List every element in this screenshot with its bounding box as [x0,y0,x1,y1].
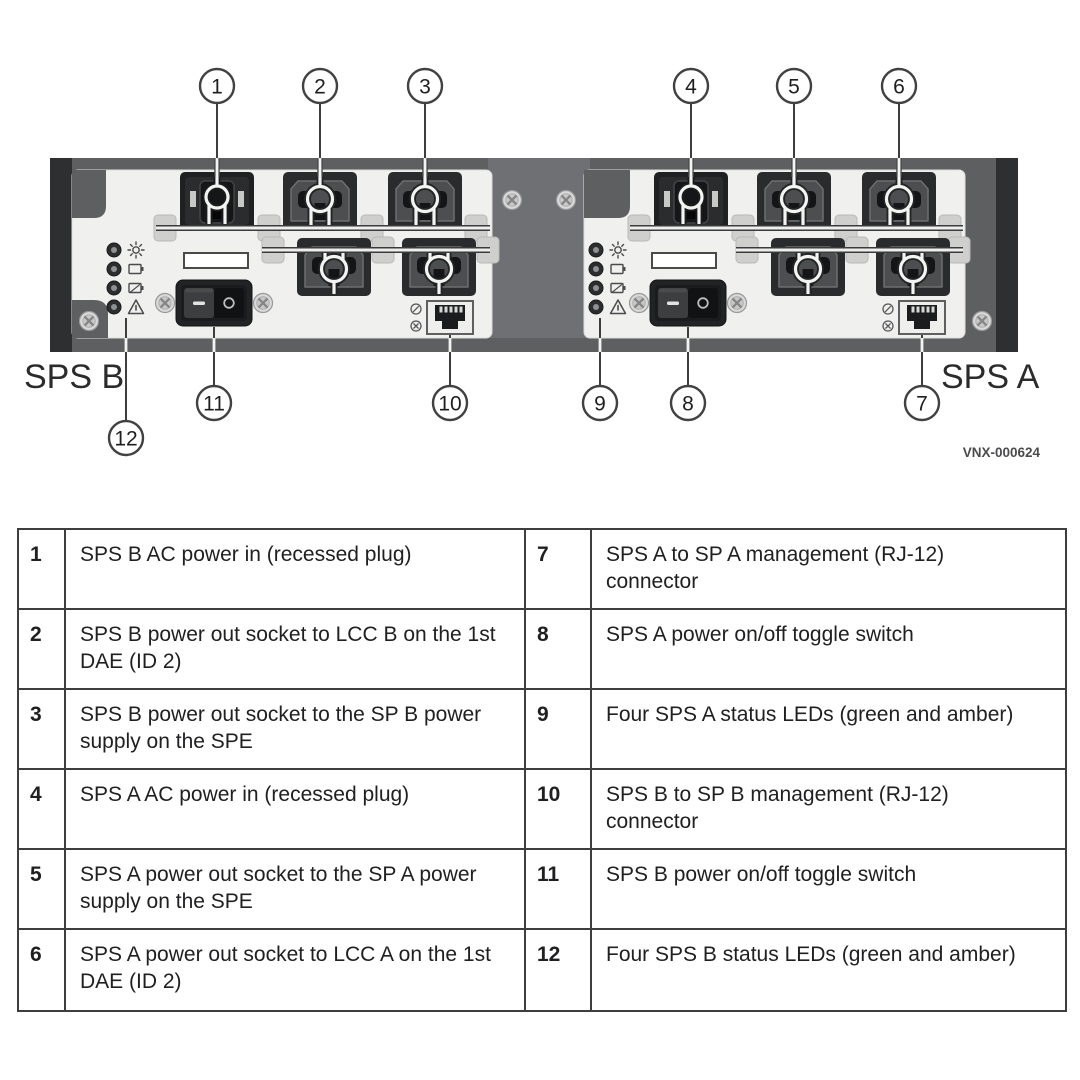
chassis-screw [557,191,576,210]
sps-a-power-out-lower-socket-1 [771,238,845,296]
chassis-screw [80,312,99,331]
chassis-screw [503,191,522,210]
chassis-screw [973,312,992,331]
sps-rear-panel-diagram [0,0,1080,470]
chassis-left-cap [50,158,72,352]
sps-b-management-rj12-connector [427,301,473,334]
sps-b-power-out-sp-socket [388,172,462,230]
callout-8 [671,386,705,420]
svg-text:2: 2 [314,75,326,99]
table-cell-num: 5 [19,850,66,930]
callout-1 [200,69,234,103]
sps-b-power-out-lcc-socket [283,172,357,230]
svg-text:12: 12 [114,427,138,451]
callout-2 [303,69,337,103]
sps-b-power-switch [176,280,252,326]
svg-text:5: 5 [788,75,800,99]
callout-10 [433,386,467,420]
callout-4 [674,69,708,103]
svg-text:4: 4 [685,75,697,99]
sps-a-switch-screw-right [728,294,747,313]
table-cell-desc: SPS B power out socket to LCC B on the 1st DAE (ID 2) [66,610,526,690]
callout-11 [197,386,231,420]
table-cell-desc: SPS A power out socket to the SP A power supply on the SPE [66,850,526,930]
sps-a-power-out-lcc-socket [862,172,936,230]
table-cell-num: 4 [19,770,66,850]
top-callout-leaders [217,103,899,159]
table-cell-num: 6 [19,930,66,1010]
svg-text:9: 9 [594,392,606,416]
table-cell-desc: Four SPS A status LEDs (green and amber) [592,690,1065,770]
sps-b-power-out-lower-socket-1 [297,238,371,296]
sps-b-label: SPS B [24,358,125,396]
sps-a-power-out-lower-socket-2 [876,238,950,296]
figure-id: VNX-000624 [962,445,1040,460]
table-cell-num: 11 [526,850,592,930]
table-cell-desc: SPS A AC power in (recessed plug) [66,770,526,850]
sps-b-ac-power-in-socket [180,172,254,230]
callout-7 [905,386,939,420]
table-cell-num: 1 [19,530,66,610]
table-cell-desc: Four SPS B status LEDs (green and amber) [606,943,1016,966]
sps-a-label: SPS A [941,358,1040,396]
callout-6 [882,69,916,103]
svg-text:8: 8 [682,392,694,416]
callout-9 [583,386,617,420]
sps-a-management-rj12-connector [899,301,945,334]
sps-a-switch-screw-left [630,294,649,313]
svg-text:11: 11 [203,392,225,416]
table-cell-num: 8 [526,610,592,690]
table-cell-num: 7 [526,530,592,610]
chassis-right-cap [996,158,1018,352]
svg-text:10: 10 [438,392,462,416]
table-cell-num: 12 [526,930,592,1010]
svg-text:7: 7 [916,392,928,416]
callout-5 [777,69,811,103]
table-cell-desc: SPS A power out socket to LCC A on the 1st DAE (ID 2) [66,930,526,1010]
table-cell-desc: SPS B AC power in (recessed plug) [66,530,526,610]
sps-a-face-top-notch [584,170,630,218]
svg-text:3: 3 [419,75,431,99]
table-cell-desc: SPS B power out socket to the SP B power supply on the SPE [66,690,526,770]
table-cell-desc: SPS B to SP B management (RJ-12) connector [592,770,1065,850]
sps-b-power-out-lower-socket-2 [402,238,476,296]
table-cell-desc: SPS A to SP A management (RJ-12) connector [592,530,1065,610]
svg-text:6: 6 [893,75,905,99]
chassis-center-divider [488,158,590,338]
sps-a-power-switch [650,280,726,326]
table-cell-num: 9 [526,690,592,770]
sps-a-label-slot [652,253,716,268]
sps-b-switch-screw-right [254,294,273,313]
svg-text:1: 1 [211,75,223,99]
table-cell-num: 2 [19,610,66,690]
table-cell-num: 3 [19,690,66,770]
sps-b-face-top-notch [72,170,106,218]
callout-reference-table [17,528,1067,1012]
table-cell-num: 10 [526,770,592,850]
callout-3 [408,69,442,103]
table-cell-desc: SPS B power on/off toggle switch [592,850,1065,930]
callout-12 [109,421,143,455]
sps-a-power-out-sp-socket [757,172,831,230]
table-cell-desc: SPS A power on/off toggle switch [592,610,1065,690]
sps-a-ac-power-in-socket [654,172,728,230]
sps-b-label-slot [184,253,248,268]
sps-b-switch-screw-left [156,294,175,313]
